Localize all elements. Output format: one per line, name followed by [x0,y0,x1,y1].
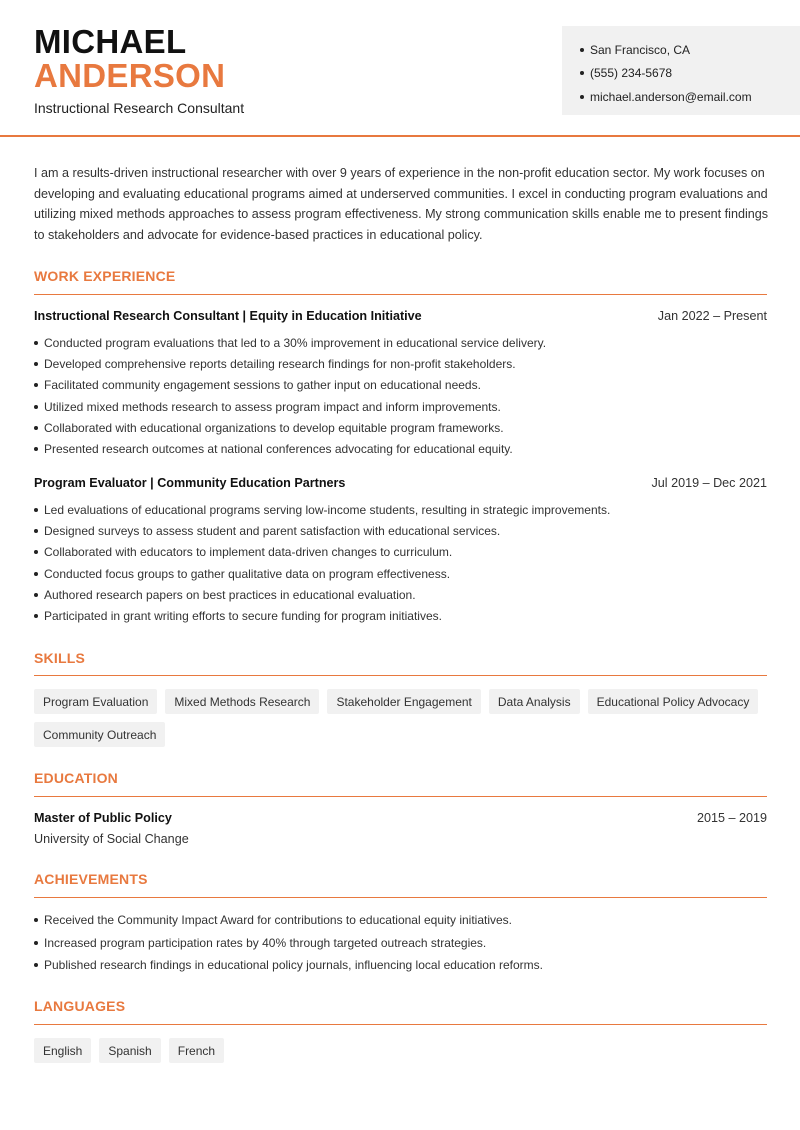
education-dates: 2015 – 2019 [696,811,767,825]
list-item: Conducted program evaluations that led to a 30% improvement in educational service delivery. [34,332,767,353]
job-bullets [34,499,767,627]
language-chip: French [169,1038,224,1063]
section-title-education: EDUCATION [34,770,118,786]
section-title-languages: LANGUAGES [34,998,126,1014]
list-item: Published research findings in educational policy journals, influencing local education reforms. [34,954,767,977]
bullet-icon [34,383,38,387]
bullet-icon [34,593,38,597]
languages-list [34,1038,774,1063]
bullet-icon [34,508,38,512]
bullet-icon [34,918,38,922]
skill-chip: Stakeholder Engagement [327,689,480,714]
list-item: Facilitated community engagement sessions to gather input on educational needs. [34,375,767,396]
list-item: Utilized mixed methods research to assess program impact and inform improvements. [34,396,767,417]
bullet-icon [34,614,38,618]
list-item: Conducted focus groups to gather qualitative data on program effectiveness. [34,563,767,584]
bullet-icon [580,48,584,52]
job-header [34,309,767,323]
skill-chip: Program Evaluation [34,689,157,714]
language-chip: Spanish [99,1038,160,1063]
list-item: Led evaluations of educational programs serving low-income students, resulting in strategic improvements. [34,499,767,520]
job-role: Program Evaluator | Community Education Partners [34,476,346,490]
skill-chip: Mixed Methods Research [165,689,319,714]
bullet-icon [34,362,38,366]
bullet-icon [34,405,38,409]
section-divider [34,1024,767,1025]
contact-box [562,26,800,115]
contact-location: San Francisco, CA [580,38,800,62]
section-divider [34,294,767,295]
bullet-icon [34,550,38,554]
bullet-icon [580,95,584,99]
section-title-achievements: ACHIEVEMENTS [34,871,148,887]
bullet-icon [34,572,38,576]
job-role: Instructional Research Consultant | Equity in Education Initiative [34,309,422,323]
education-header [34,811,767,825]
bullet-icon [34,341,38,345]
bullet-icon [34,963,38,967]
list-item: Collaborated with educators to implement data-driven changes to curriculum. [34,542,767,563]
bullet-icon [34,426,38,430]
last-name: ANDERSON [34,57,226,94]
job-dates: Jan 2022 – Present [657,309,767,323]
skills-list [34,689,774,747]
list-item: Collaborated with educational organizations to develop equitable program frameworks. [34,417,767,438]
summary-paragraph: I am a results-driven instructional researcher with over 9 years of experience in the non-profit education sector. My work focuses on developing and evaluating educational programs aimed at underserved communities. I excel in conducting program evaluations and utilizing mixed methods approaches to assess program effectiveness. My strong communication skills enable me to present findings to stakeholders and advocate for evidence-based practices in educational policy. [34,166,769,243]
skill-chip: Data Analysis [489,689,580,714]
job-title: Instructional Research Consultant [34,100,245,116]
job-header [34,476,767,490]
list-item: Designed surveys to assess student and parent satisfaction with educational services. [34,520,767,541]
job-dates: Jul 2019 – Dec 2021 [651,476,767,490]
section-title-work: WORK EXPERIENCE [34,268,176,284]
degree: Master of Public Policy [34,811,172,825]
resume-header [0,0,800,137]
achievements-list [34,909,767,977]
first-name: MICHAEL [34,23,187,60]
list-item: Participated in grant writing efforts to secure funding for program initiatives. [34,605,767,626]
section-divider [34,675,767,676]
bullet-icon [34,941,38,945]
contact-phone: (555) 234-5678 [580,62,800,86]
skill-chip: Educational Policy Advocacy [588,689,759,714]
list-item: Increased program participation rates by 40% through targeted outreach strategies. [34,932,767,955]
school-name: University of Social Change [34,832,189,846]
language-chip: English [34,1038,91,1063]
section-title-skills: SKILLS [34,650,85,666]
bullet-icon [34,529,38,533]
section-divider [34,897,767,898]
list-item: Received the Community Impact Award for contributions to educational equity initiatives. [34,909,767,932]
list-item: Developed comprehensive reports detailing research findings for non-profit stakeholders. [34,353,767,374]
bullet-icon [580,71,584,75]
job-bullets [34,332,767,460]
list-item: Presented research outcomes at national conferences advocating for educational equity. [34,438,767,459]
list-item: Authored research papers on best practices in educational evaluation. [34,584,767,605]
skill-chip: Community Outreach [34,722,165,747]
section-divider [34,796,767,797]
contact-email[interactable]: michael.anderson@email.com [580,85,800,109]
bullet-icon [34,447,38,451]
